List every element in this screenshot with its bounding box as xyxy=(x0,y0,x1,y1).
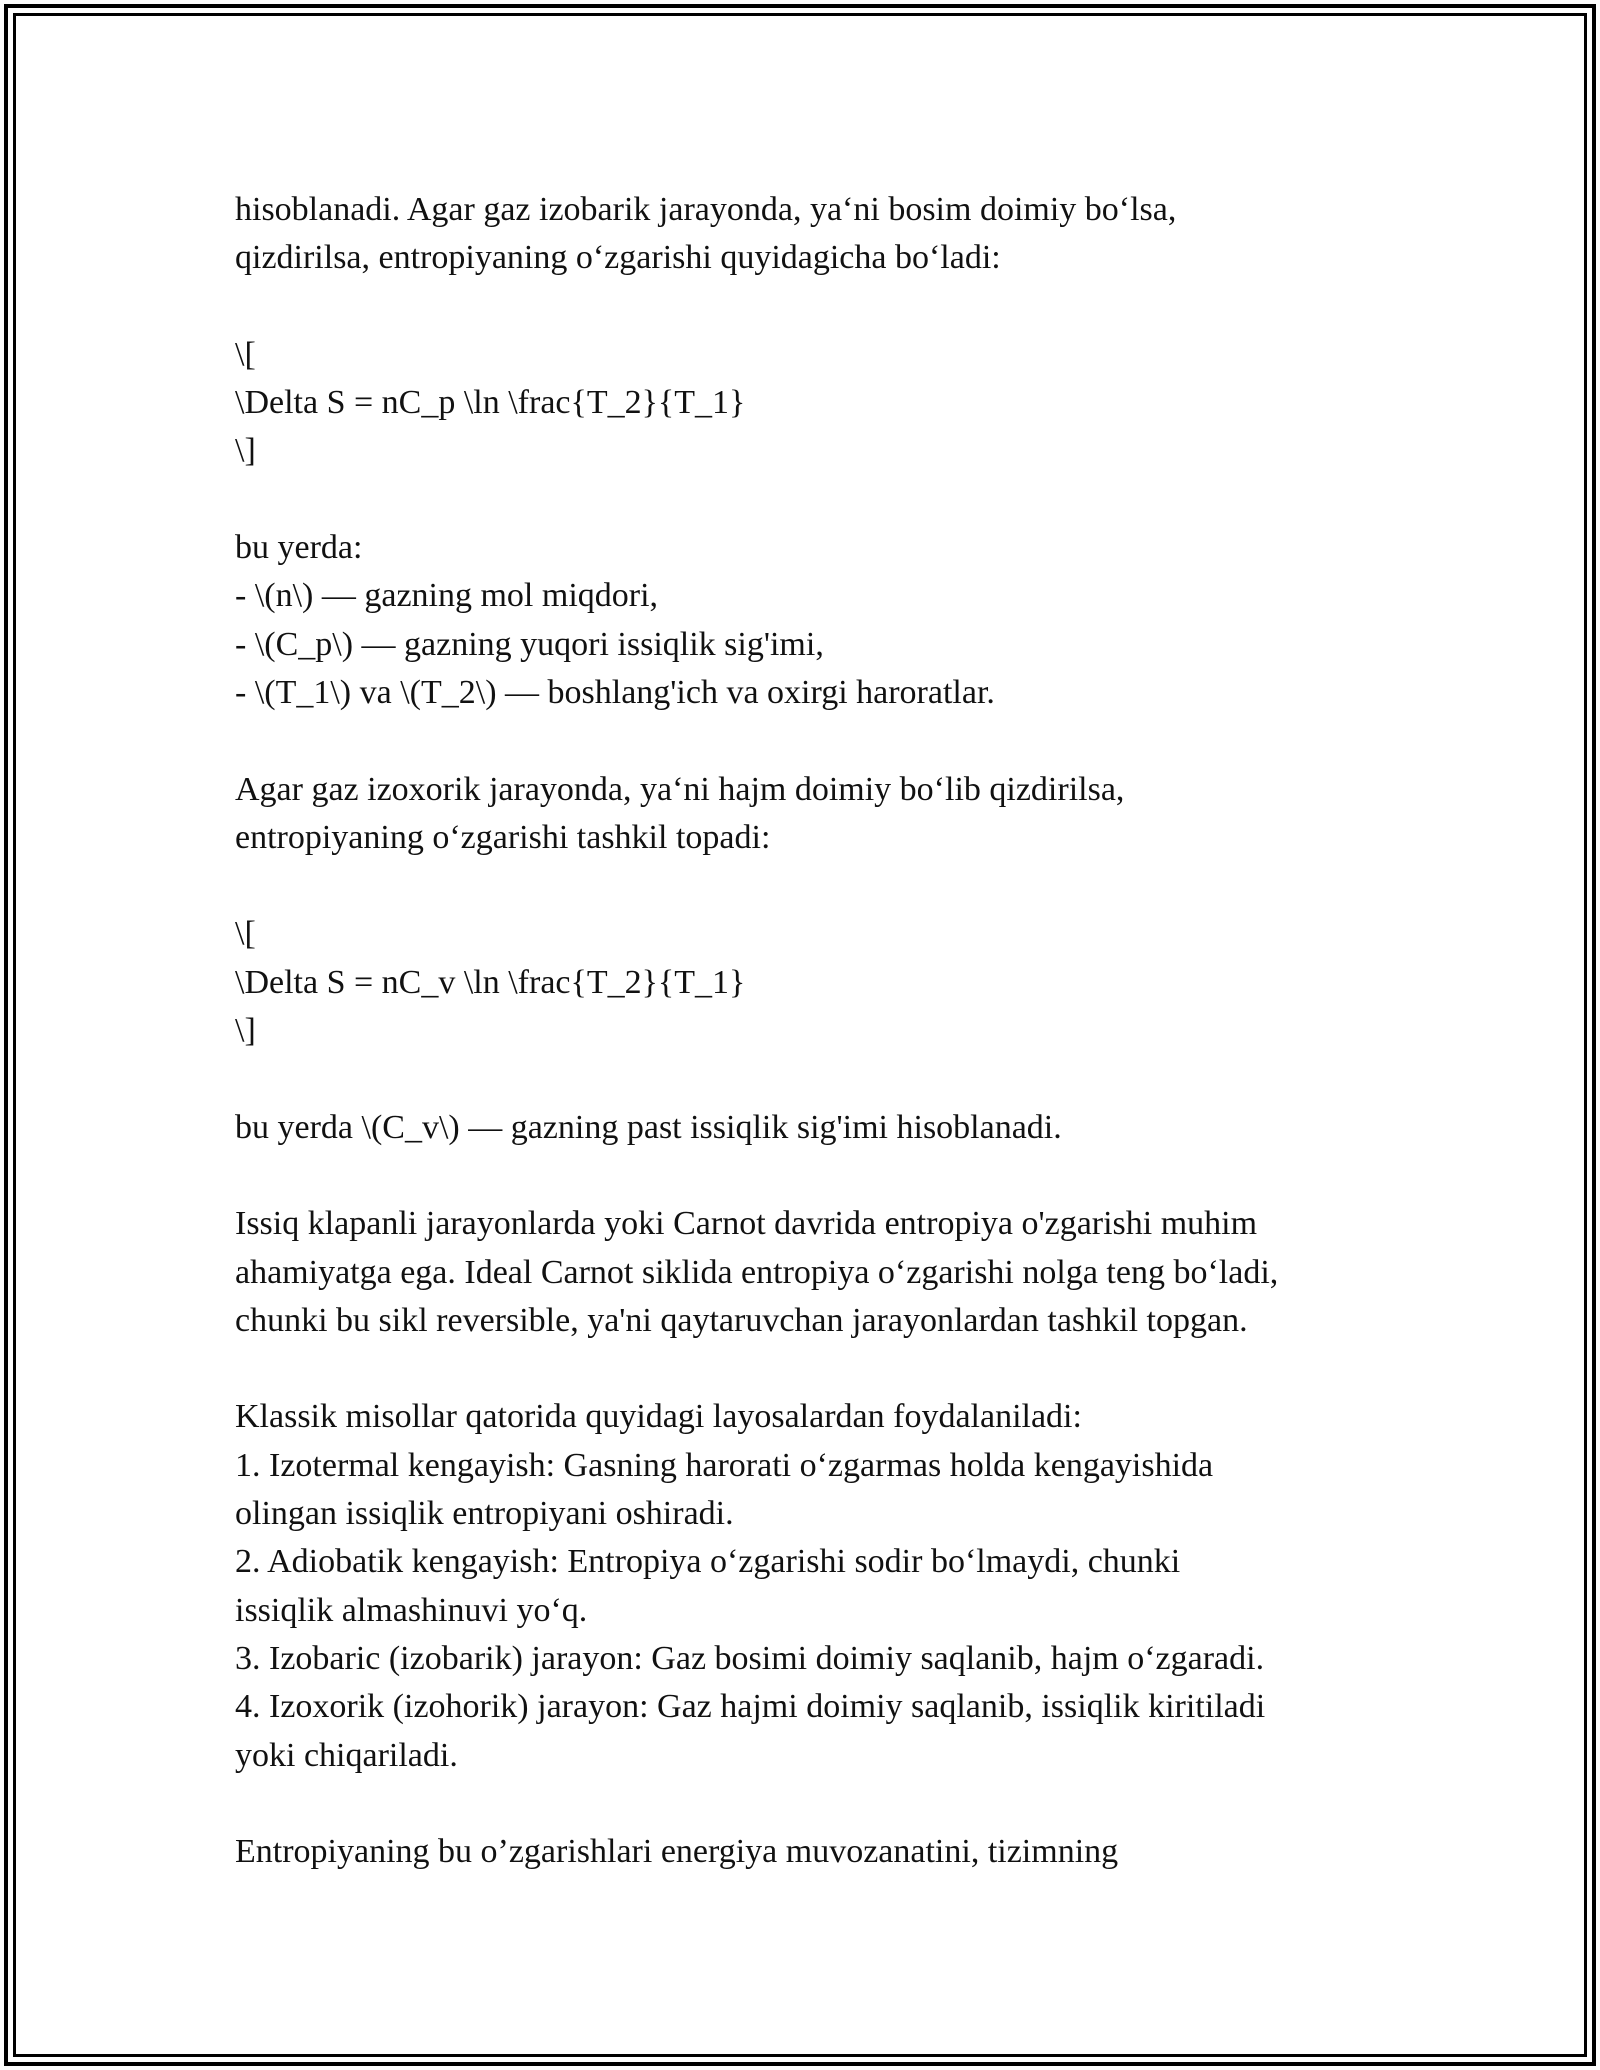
list-item: 2. Adiobatik kengayish: Entropiya o‘zgarishi sodir bo‘lmaydi, chunki xyxy=(235,1543,1181,1581)
blank-line xyxy=(235,1780,1415,1828)
blank-line xyxy=(235,476,1415,524)
list-item: - \(C_p\) — gazning yuqori issiqlik sig'imi, xyxy=(235,625,824,663)
text-line: Klassik misollar qatorida quyidagi layosalardan foydalaniladi: xyxy=(235,1398,1082,1436)
blank-line xyxy=(235,1152,1415,1200)
list-item-continued: olingan issiqlik entropiyani oshiradi. xyxy=(235,1495,734,1533)
list-item: 4. Izoxorik (izohorik) jarayon: Gaz hajmi doimiy saqlanib, issiqlik kiritiladi xyxy=(235,1688,1266,1726)
formula-open: \[ xyxy=(235,335,256,373)
text-line: hisoblanadi. Agar gaz izobarik jarayonda, ya‘ni bosim doimiy bo‘lsa, xyxy=(235,191,1177,228)
formula-close: \] xyxy=(235,432,256,470)
text-line: Agar gaz izoxorik jarayonda, ya‘ni hajm doimiy bo‘lib qizdirilsa, xyxy=(235,770,1125,808)
list-item: 1. Izotermal kengayish: Gasning harorati o‘zgarmas holda kengayishida xyxy=(235,1446,1214,1484)
formula-line: \Delta S = nC_p \ln \frac{T_2}{T_1} xyxy=(235,384,746,422)
blank-line xyxy=(235,1055,1415,1103)
list-item-continued: yoki chiqariladi. xyxy=(235,1736,458,1774)
list-item: - \(T_1\) va \(T_2\) — boshlang'ich va oxirgi haroratlar. xyxy=(235,673,995,711)
text-line: qizdirilsa, entropiyaning o‘zgarishi quyidagicha bo‘ladi: xyxy=(235,239,1001,277)
formula-open: \[ xyxy=(235,915,256,953)
document-body xyxy=(235,186,1415,1876)
list-item: 3. Izobaric (izobarik) jarayon: Gaz bosimi doimiy saqlanib, hajm o‘zgaradi. xyxy=(235,1639,1265,1677)
formula-close: \] xyxy=(235,1012,256,1050)
text-line: Entropiyaning bu o’zgarishlari energiya muvozanatini, tizimning xyxy=(235,1833,1119,1871)
blank-line xyxy=(235,862,1415,910)
text-line: ahamiyatga ega. Ideal Carnot siklida entropiya o‘zgarishi nolga teng bo‘ladi, xyxy=(235,1253,1279,1291)
blank-line xyxy=(235,283,1415,331)
text-line: Issiq klapanli jarayonlarda yoki Carnot davrida entropiya o'zgarishi muhim xyxy=(235,1205,1258,1243)
blank-line xyxy=(235,717,1415,765)
list-item-continued: issiqlik almashinuvi yo‘q. xyxy=(235,1591,588,1629)
blank-line xyxy=(235,1345,1415,1393)
formula-line: \Delta S = nC_v \ln \frac{T_2}{T_1} xyxy=(235,963,746,1001)
text-line: entropiyaning o‘zgarishi tashkil topadi: xyxy=(235,818,771,856)
text-line: chunki bu sikl reversible, ya'ni qaytaruvchan jarayonlardan tashkil topgan. xyxy=(235,1301,1248,1339)
text-line: bu yerda \(C_v\) — gazning past issiqlik sig'imi hisoblanadi. xyxy=(235,1108,1062,1146)
text-line: bu yerda: xyxy=(235,529,363,567)
list-item: - \(n\) — gazning mol miqdori, xyxy=(235,577,659,615)
